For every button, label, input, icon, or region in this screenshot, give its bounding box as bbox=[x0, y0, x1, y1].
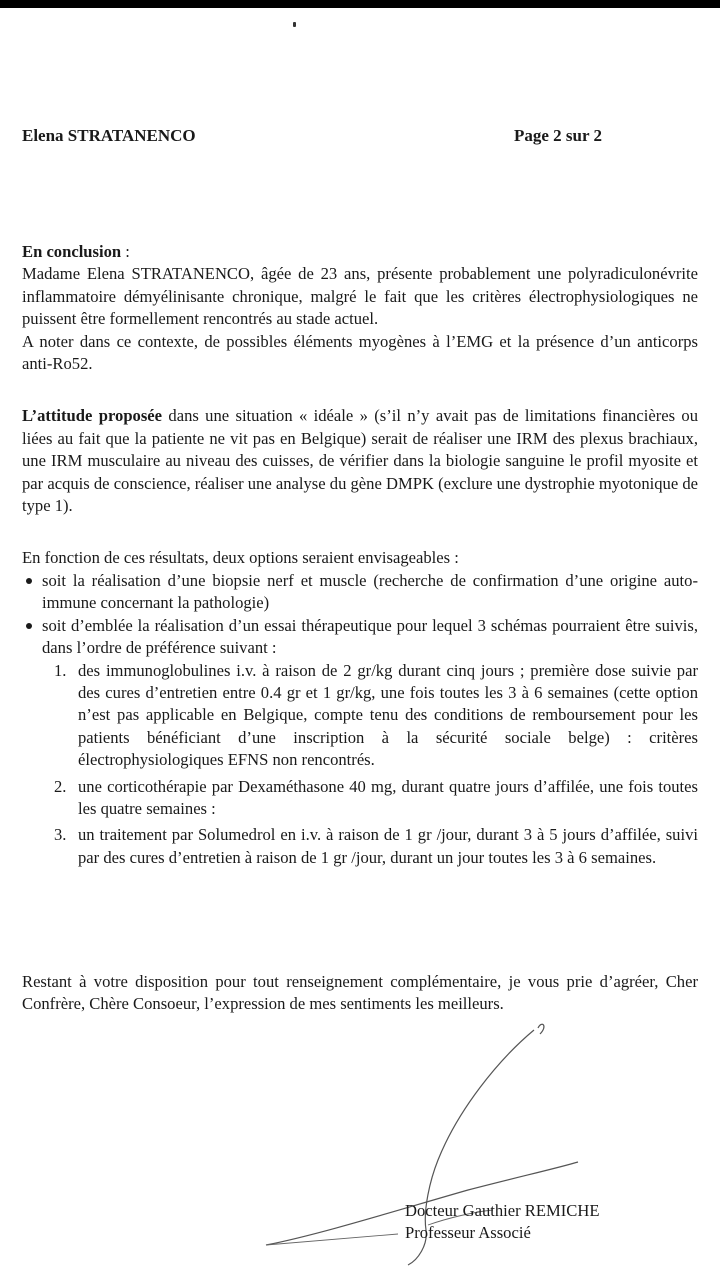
spacer bbox=[22, 517, 698, 547]
list-item bbox=[22, 570, 698, 615]
options-intro: En fonction de ces résultats, deux options seraient envisageables : bbox=[22, 548, 459, 568]
bullet-text: soit d’emblée la réalisation d’un essai thérapeutique pour lequel 3 schémas pourraient être suivis, dans l’ordre de préférence suivant : bbox=[42, 615, 698, 658]
bullet-text: soit la réalisation d’une biopsie nerf et muscle (recherche de confirmation d’une origine auto-immune concernant la pathologie) bbox=[42, 570, 698, 613]
signatory-title: Professeur Associé bbox=[405, 1223, 531, 1242]
list-item bbox=[22, 776, 698, 821]
letter-body bbox=[22, 241, 698, 873]
item-number: 2. bbox=[54, 776, 67, 796]
conclusion-title: En conclusion bbox=[22, 242, 122, 261]
attitude-text: dans une situation « idéale » (s’il n’y avait pas de limitations financières ou liées au fait que la patiente ne vit pas en Belgique) serait de réaliser une IRM des plexus brachiaux, une IRM musculaire au niveau des cuisses, de vérifier dans la biologie sanguine le profil myosite et par acquis de conscience, réaliser une analyse du gène DMPK (exclure une dystrophie myotonique de type 1). bbox=[22, 406, 698, 516]
list-item bbox=[22, 824, 698, 869]
page-header bbox=[22, 126, 602, 146]
spacer bbox=[22, 375, 698, 405]
signature-block bbox=[405, 1200, 599, 1244]
scan-speck bbox=[293, 22, 296, 27]
item-number: 3. bbox=[54, 825, 67, 845]
attitude-title: L’attitude proposée bbox=[22, 406, 163, 426]
conclusion-title-suffix: : bbox=[121, 242, 130, 261]
list-item bbox=[22, 660, 698, 772]
attitude-paragraph bbox=[22, 405, 698, 517]
conclusion-paragraph-2: A noter dans ce contexte, de possibles éléments myogènes à l’EMG et la présence d’un anticorps anti-Ro52. bbox=[22, 331, 698, 374]
options-bullet-list bbox=[22, 570, 698, 869]
conclusion-paragraph-1: Madame Elena STRATANENCO, âgée de 23 ans, présente probablement une polyradiculonévrite inflammatoire démyélinisante chronique, malgré le fait que les critères électrophysiologiques ne puissent être formellement rencontrés au stade actuel. bbox=[22, 264, 698, 329]
item-text: une corticothérapie par Dexaméthasone 40 mg, durant quatre jours d’affilée, une fois toutes les quatre semaines : bbox=[78, 776, 698, 818]
conclusion-heading bbox=[22, 241, 698, 263]
bullet-icon bbox=[26, 578, 32, 584]
bullet-icon bbox=[26, 623, 32, 629]
item-number: 1. bbox=[54, 660, 67, 680]
patient-name: Elena STRATANENCO bbox=[22, 126, 196, 145]
top-border bbox=[0, 0, 720, 8]
closing-paragraph: Restant à votre disposition pour tout renseignement complémentaire, je vous prie d’agréer, Cher Confrère, Chère Consoeur, l’expression de mes sentiments les meilleurs. bbox=[22, 972, 698, 1014]
item-text: des immunoglobulines i.v. à raison de 2 gr/kg durant cinq jours ; première dose suivie par des cures d’entretien entre 0.4 gr et 1 gr/kg, une fois toutes les 3 à 6 semaines (cette option n’est pas applicable en Belgique, compte tenu des conditions de remboursement pour les patients bénéficiant d’une inscription à la sécurité sociale belge) : critères électrophysiologiques EFNS non rencontrés. bbox=[78, 660, 698, 770]
item-text: un traitement par Solumedrol en i.v. à raison de 1 gr /jour, durant 3 à 5 jours d’affilée, suivi par des cures d’entretien à raison de 1 gr /jour, durant un jour toutes les 3 à 6 semaines. bbox=[78, 825, 698, 867]
treatment-schema-list bbox=[22, 660, 698, 870]
signatory-name: Docteur Gauthier REMICHE bbox=[405, 1201, 600, 1220]
list-item bbox=[22, 615, 698, 869]
page-number: Page 2 sur 2 bbox=[514, 126, 602, 145]
